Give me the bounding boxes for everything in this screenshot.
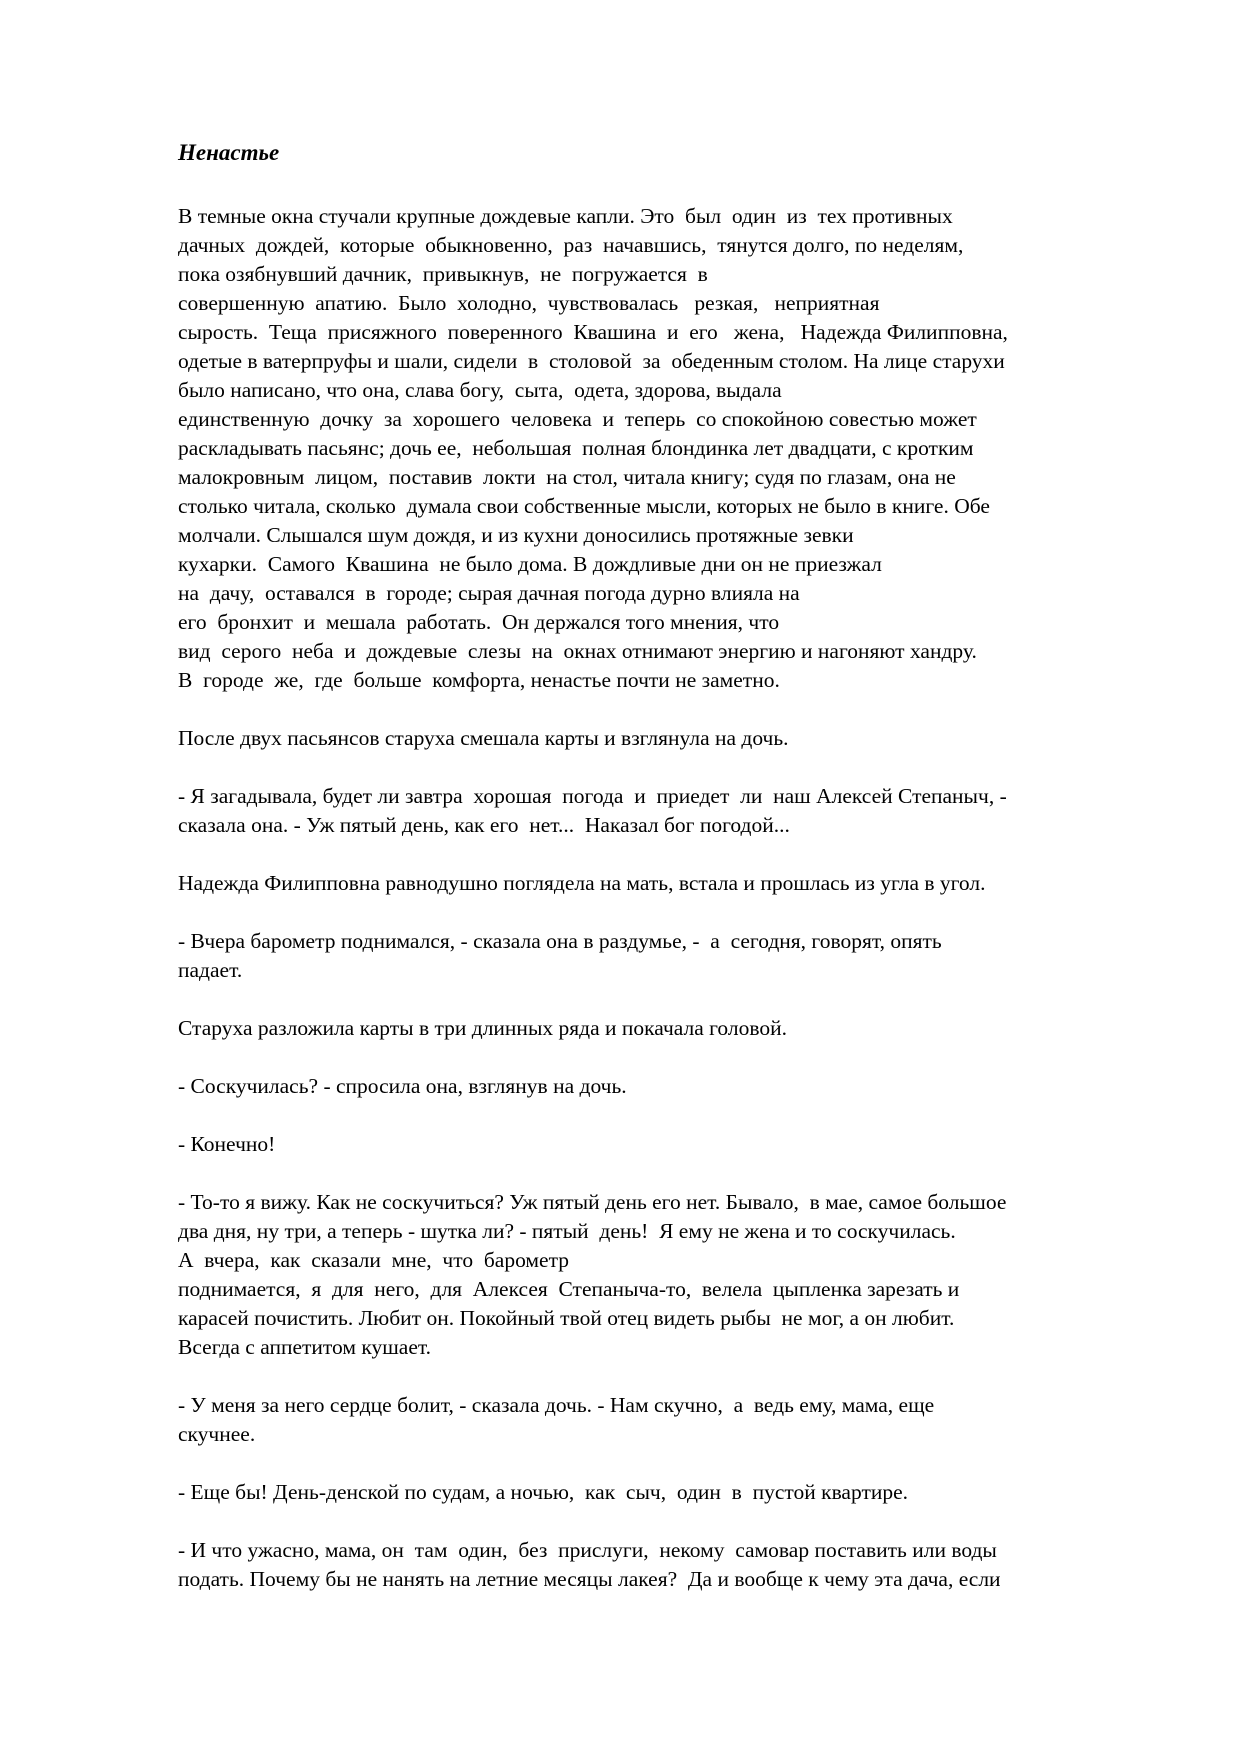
paragraph — [178, 869, 1188, 898]
text-line: - Я загадывала, будет ли завтра хорошая погода и приедет ли наш Алексей Степаныч, - — [178, 784, 1007, 808]
text-line: сырость. Теща присяжного поверенного Квашина и его жена, Надежда Филипповна, — [178, 320, 1008, 344]
text-line: пока озябнувший дачник, привыкнув, не погружается в — [178, 262, 708, 286]
text-line: вид серого неба и дождевые слезы на окнах отнимают энергию и нагоняют хандру. — [178, 639, 977, 663]
text-line: дачных дождей, которые обыкновенно, раз начавшись, тянутся долго, по неделям, — [178, 233, 964, 257]
paragraph — [178, 1188, 1188, 1362]
paragraph — [178, 1391, 1188, 1449]
text-line: - Вчера барометр поднимался, - сказала она в раздумье, - а сегодня, говорят, опять — [178, 929, 942, 953]
text-line: поднимается, я для него, для Алексея Степаныча-то, велела цыпленка зарезать и — [178, 1277, 960, 1301]
text-line: - Конечно! — [178, 1132, 276, 1156]
text-line: сказала она. - Уж пятый день, как его нет... Наказал бог погодой... — [178, 813, 790, 837]
paragraph — [178, 927, 1188, 985]
text-line: кухарки. Самого Квашина не было дома. В дождливые дни он не приезжал — [178, 552, 882, 576]
text-line: его бронхит и мешала работать. Он держался того мнения, что — [178, 610, 780, 634]
paragraph — [178, 1478, 1188, 1507]
text-line: Всегда с аппетитом кушает. — [178, 1335, 432, 1359]
text-line: два дня, ну три, а теперь - шутка ли? - пятый день! Я ему не жена и то соскучилась. — [178, 1219, 956, 1243]
text-line: малокровным лицом, поставив локти на стол, читала книгу; судя по глазам, она не — [178, 465, 956, 489]
text-line: падает. — [178, 958, 243, 982]
text-line: - И что ужасно, мама, он там один, без прислуги, некому самовар поставить или воды — [178, 1538, 997, 1562]
text-line: одетые в ватерпруфы и шали, сидели в столовой за обеденным столом. На лице старухи — [178, 349, 1005, 373]
text-line: подать. Почему бы не нанять на летние месяцы лакея? Да и вообще к чему эта дача, если — [178, 1567, 1001, 1591]
paragraph — [178, 1536, 1188, 1594]
text-line: столько читала, сколько думала свои собственные мысли, которых не было в книге. Обе — [178, 494, 990, 518]
text-line: совершенную апатию. Было холодно, чувствовалась резкая, неприятная — [178, 291, 880, 315]
text-line: После двух пасьянсов старуха смешала карты и взглянула на дочь. — [178, 726, 789, 750]
text-line: Старуха разложила карты в три длинных ряда и покачала головой. — [178, 1016, 788, 1040]
paragraph — [178, 1014, 1188, 1043]
text-line: раскладывать пасьянс; дочь ее, небольшая полная блондинка лет двадцати, с кротким — [178, 436, 974, 460]
text-line: В городе же, где больше комфорта, ненастье почти не заметно. — [178, 668, 780, 692]
text-line: - Еще бы! День-денской по судам, а ночью, как сыч, один в пустой квартире. — [178, 1480, 909, 1504]
text-line: А вчера, как сказали мне, что барометр — [178, 1248, 569, 1272]
text-line: Надежда Филипповна равнодушно поглядела на мать, встала и прошлась из угла в угол. — [178, 871, 986, 895]
text-line: карасей почистить. Любит он. Покойный твой отец видеть рыбы не мог, а он любит. — [178, 1306, 955, 1330]
document-title: Ненастье — [178, 140, 280, 165]
text-line: В темные окна стучали крупные дождевые капли. Это был один из тех противных — [178, 204, 953, 228]
paragraph — [178, 1130, 1188, 1159]
text-line: молчали. Слышался шум дождя, и из кухни доносились протяжные зевки — [178, 523, 854, 547]
paragraph — [178, 724, 1188, 753]
document-body — [178, 202, 1188, 1623]
paragraph — [178, 202, 1188, 695]
paragraph — [178, 1072, 1188, 1101]
text-line: было написано, что она, слава богу, сыта, одета, здорова, выдала — [178, 378, 782, 402]
text-line: единственную дочку за хорошего человека и теперь со спокойною совестью может — [178, 407, 977, 431]
paragraph — [178, 782, 1188, 840]
text-line: - То-то я вижу. Как не соскучиться? Уж пятый день его нет. Бывало, в мае, самое большое — [178, 1190, 1007, 1214]
text-line: скучнее. — [178, 1422, 256, 1446]
text-line: - Соскучилась? - спросила она, взглянув на дочь. — [178, 1074, 627, 1098]
text-line: - У меня за него сердце болит, - сказала дочь. - Нам скучно, а ведь ему, мама, еще — [178, 1393, 935, 1417]
text-line: на дачу, оставался в городе; сырая дачная погода дурно влияла на — [178, 581, 800, 605]
